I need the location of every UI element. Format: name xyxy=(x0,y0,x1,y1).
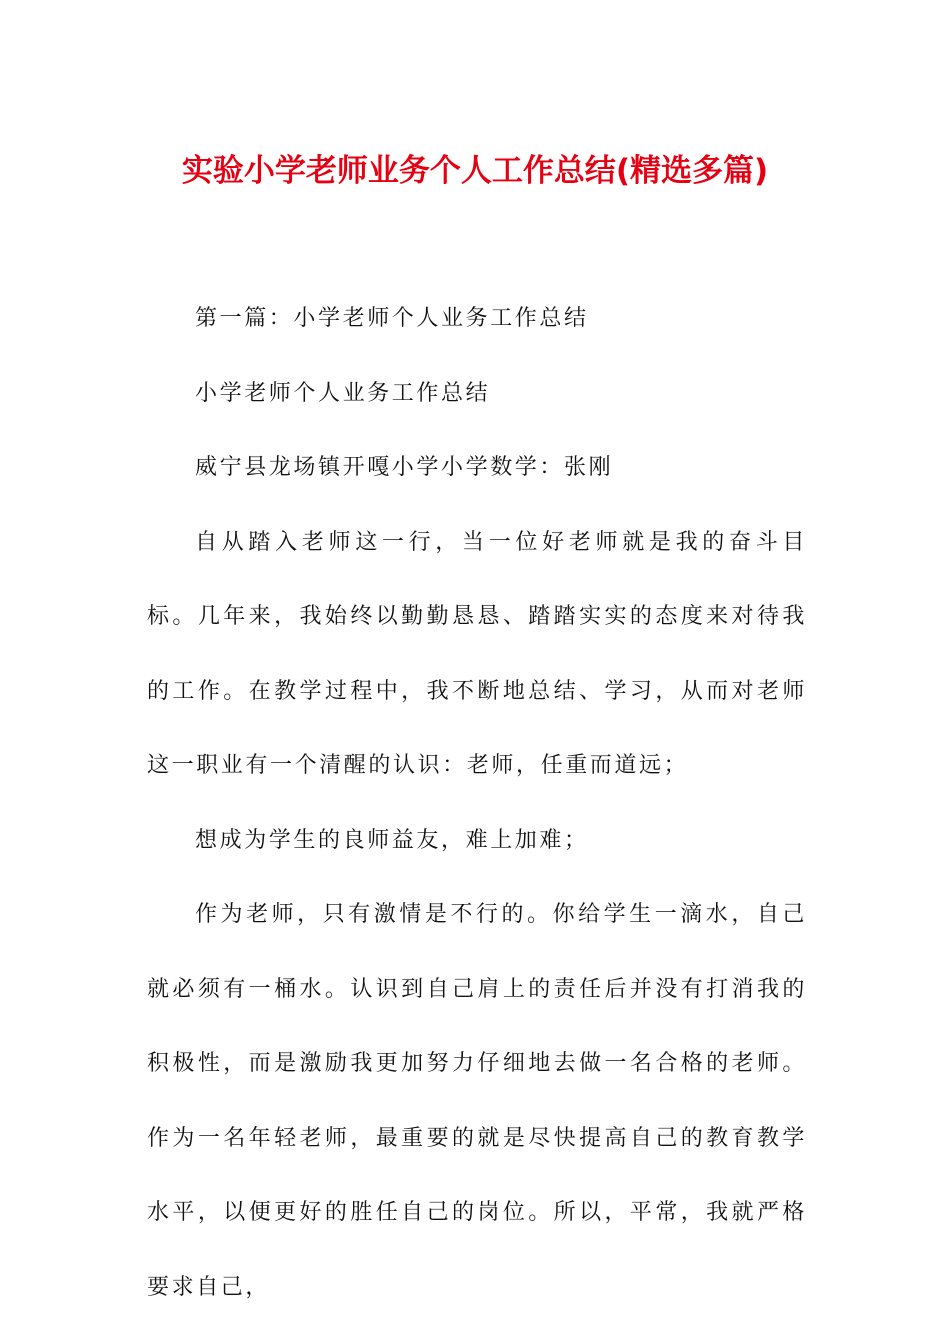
paragraph-author: 威宁县龙场镇开嘎小学小学数学：张刚 xyxy=(195,455,614,480)
document-body xyxy=(147,282,807,1325)
paragraph-passion: 作为老师，只有激情是不行的。你给学生一滴水，自己就必须有一桶水。认识到自己肩上的责任后并没有打消我的积极性，而是激励我更加努力仔细地去做一名合格的老师。作为一名年轻老师，最重要的就是尽快提高自己的教育教学水平，以便更好的胜任自己的岗位。所以，平常，我就严格要求自己， xyxy=(147,902,807,1300)
paragraph-friend: 想成为学生的良师益友，难上加难； xyxy=(195,827,589,853)
paragraph-subtitle: 小学老师个人业务工作总结 xyxy=(195,380,491,406)
paragraph-intro: 自从踏入老师这一行，当一位好老师就是我的奋斗目标。几年来，我始终以勤勤恳恳、踏踏实实的态度来对待我的工作。在教学过程中，我不断地总结、学习，从而对老师这一职业有一个清醒的认识：老师，任重而道远； xyxy=(147,529,807,778)
paragraph-heading-part1: 第一篇：小学老师个人业务工作总结 xyxy=(195,306,589,331)
document-title: 实验小学老师业务个人工作总结(精选多篇) xyxy=(181,153,769,189)
